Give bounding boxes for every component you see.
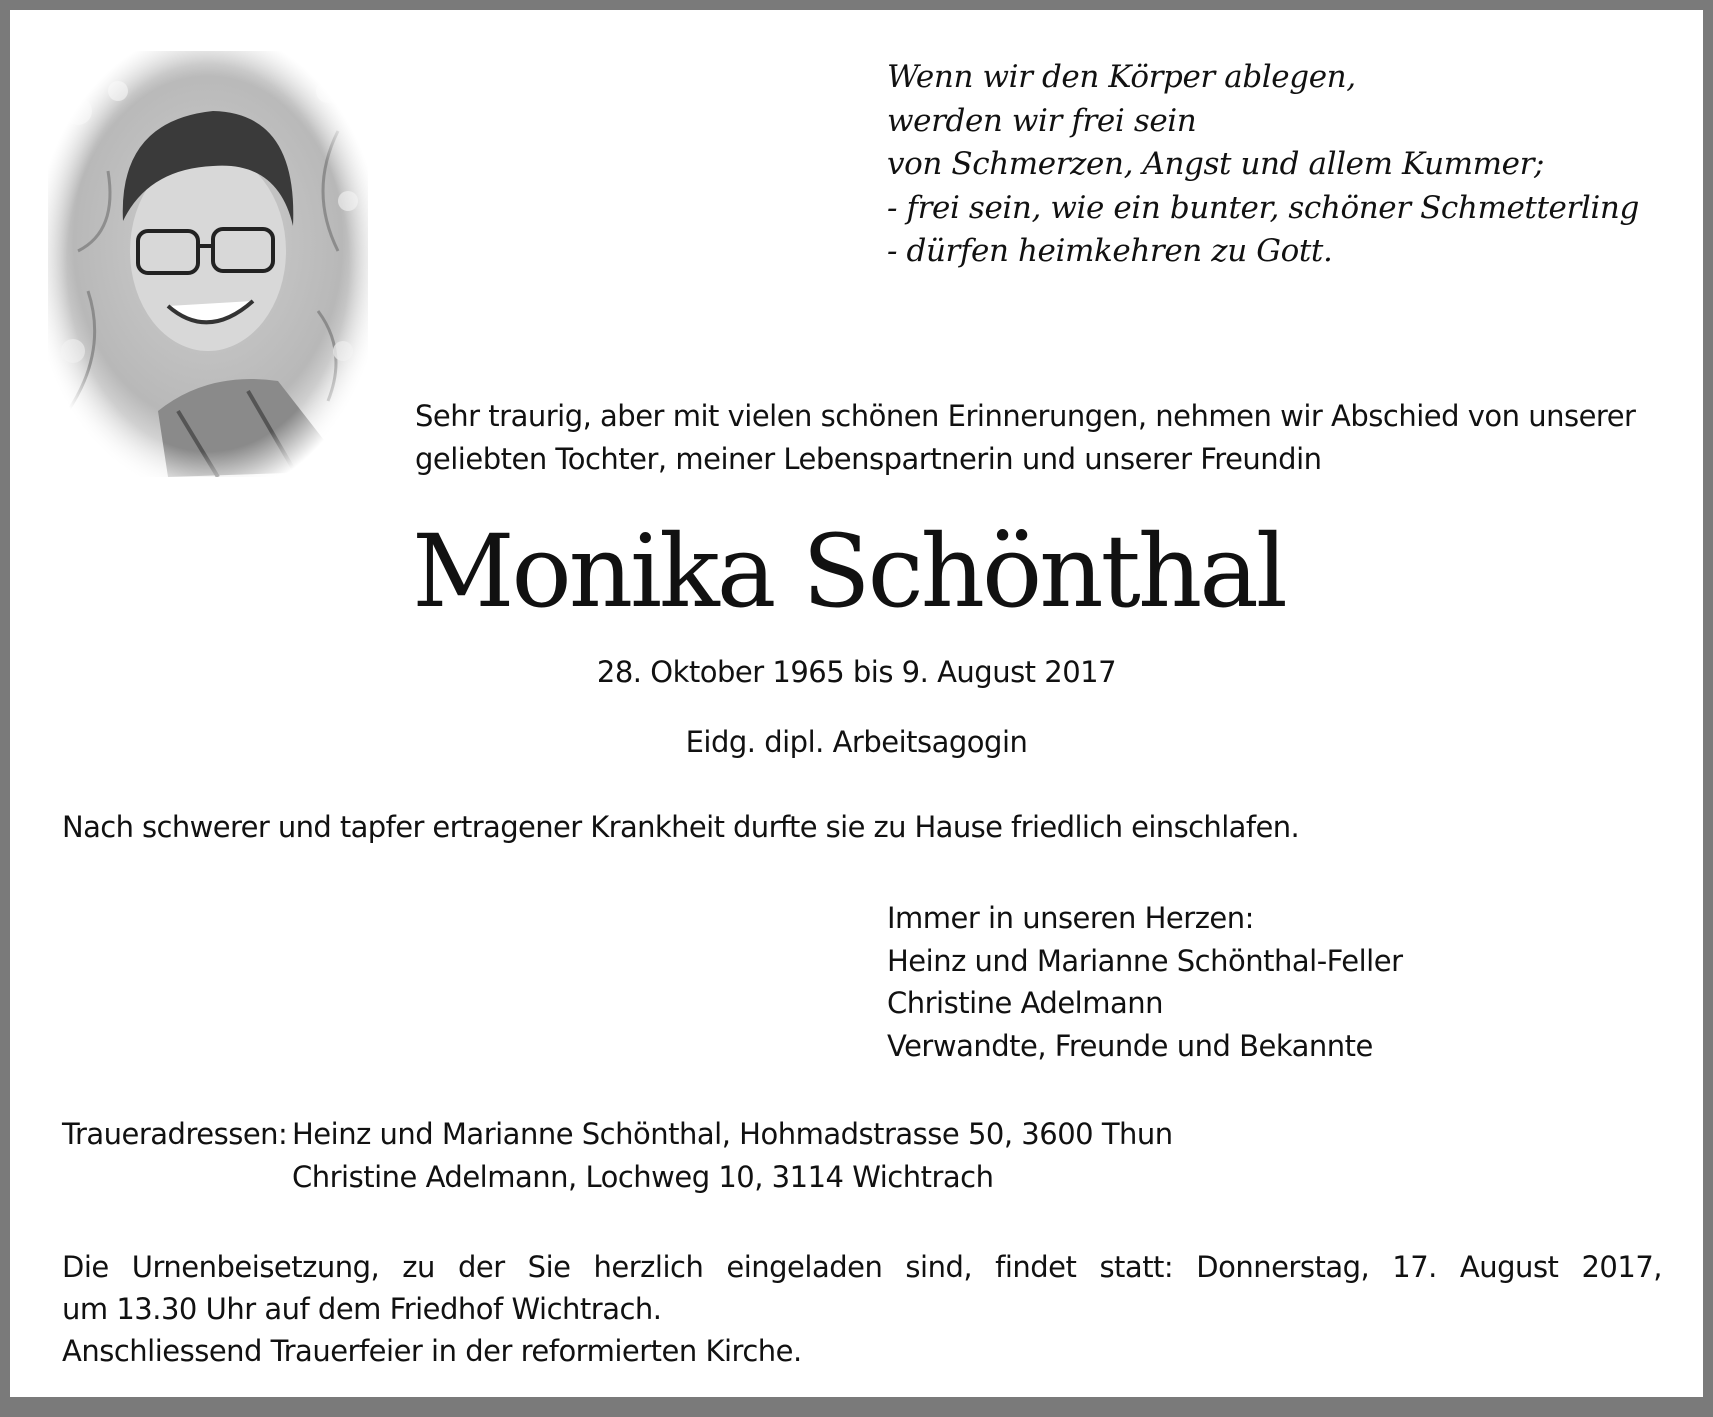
ceremony-info xyxy=(62,1246,1662,1372)
intro-text xyxy=(415,395,1635,481)
mourner-name: Verwandte, Freunde und Bekannte xyxy=(887,1028,1373,1063)
poem-line: werden wir frei sein xyxy=(887,102,1197,139)
mourner-name: Christine Adelmann xyxy=(887,986,1164,1020)
portrait-photo xyxy=(48,51,368,477)
deceased-name: Monika Schönthal xyxy=(412,513,1285,630)
address-line: Christine Adelmann, Lochweg 10, 3114 Wichtrach xyxy=(292,1160,994,1194)
ceremony-line: Anschliessend Trauerfeier in der reformierten Kirche. xyxy=(62,1334,802,1368)
addresses-label: Traueradressen: xyxy=(62,1117,288,1151)
memorial-poem xyxy=(887,56,1639,274)
intro-line: geliebten Tochter, meiner Lebenspartnerin und unserer Freundin xyxy=(415,442,1322,476)
ceremony-line: Die Urnenbeisetzung, zu der Sie herzlich eingeladen sind, findet statt: Donnerstag, 17. August 2017, xyxy=(62,1250,1662,1284)
mourners-list xyxy=(887,897,1403,1067)
intro-line: Sehr traurig, aber mit vielen schönen Erinnerungen, nehmen wir Abschied von unserer xyxy=(415,399,1636,433)
profession: Eidg. dipl. Arbeitsagogin xyxy=(685,725,1028,759)
poem-line: von Schmerzen, Angst und allem Kummer; xyxy=(887,146,1545,182)
poem-line: Wenn wir den Körper ablegen, xyxy=(887,59,1356,95)
mourner-name: Heinz und Marianne Schönthal-Feller xyxy=(887,943,1403,978)
ceremony-line: um 13.30 Uhr auf dem Friedhof Wichtrach. xyxy=(62,1292,662,1326)
death-notice: Nach schwerer und tapfer ertragener Krankheit durfte sie zu Hause friedlich einschlafen. xyxy=(62,810,1300,844)
life-dates: 28. Oktober 1965 bis 9. August 2017 xyxy=(596,655,1117,689)
mourners-heading: Immer in unseren Herzen: xyxy=(887,901,1254,935)
poem-line: - dürfen heimkehren zu Gott. xyxy=(887,233,1333,269)
poem-line: - frei sein, wie ein bunter, schöner Schmetterling xyxy=(887,189,1639,226)
mourning-addresses xyxy=(62,1113,1173,1199)
address-line: Heinz und Marianne Schönthal, Hohmadstrasse 50, 3600 Thun xyxy=(292,1117,1173,1151)
obituary-page xyxy=(10,10,1703,1397)
